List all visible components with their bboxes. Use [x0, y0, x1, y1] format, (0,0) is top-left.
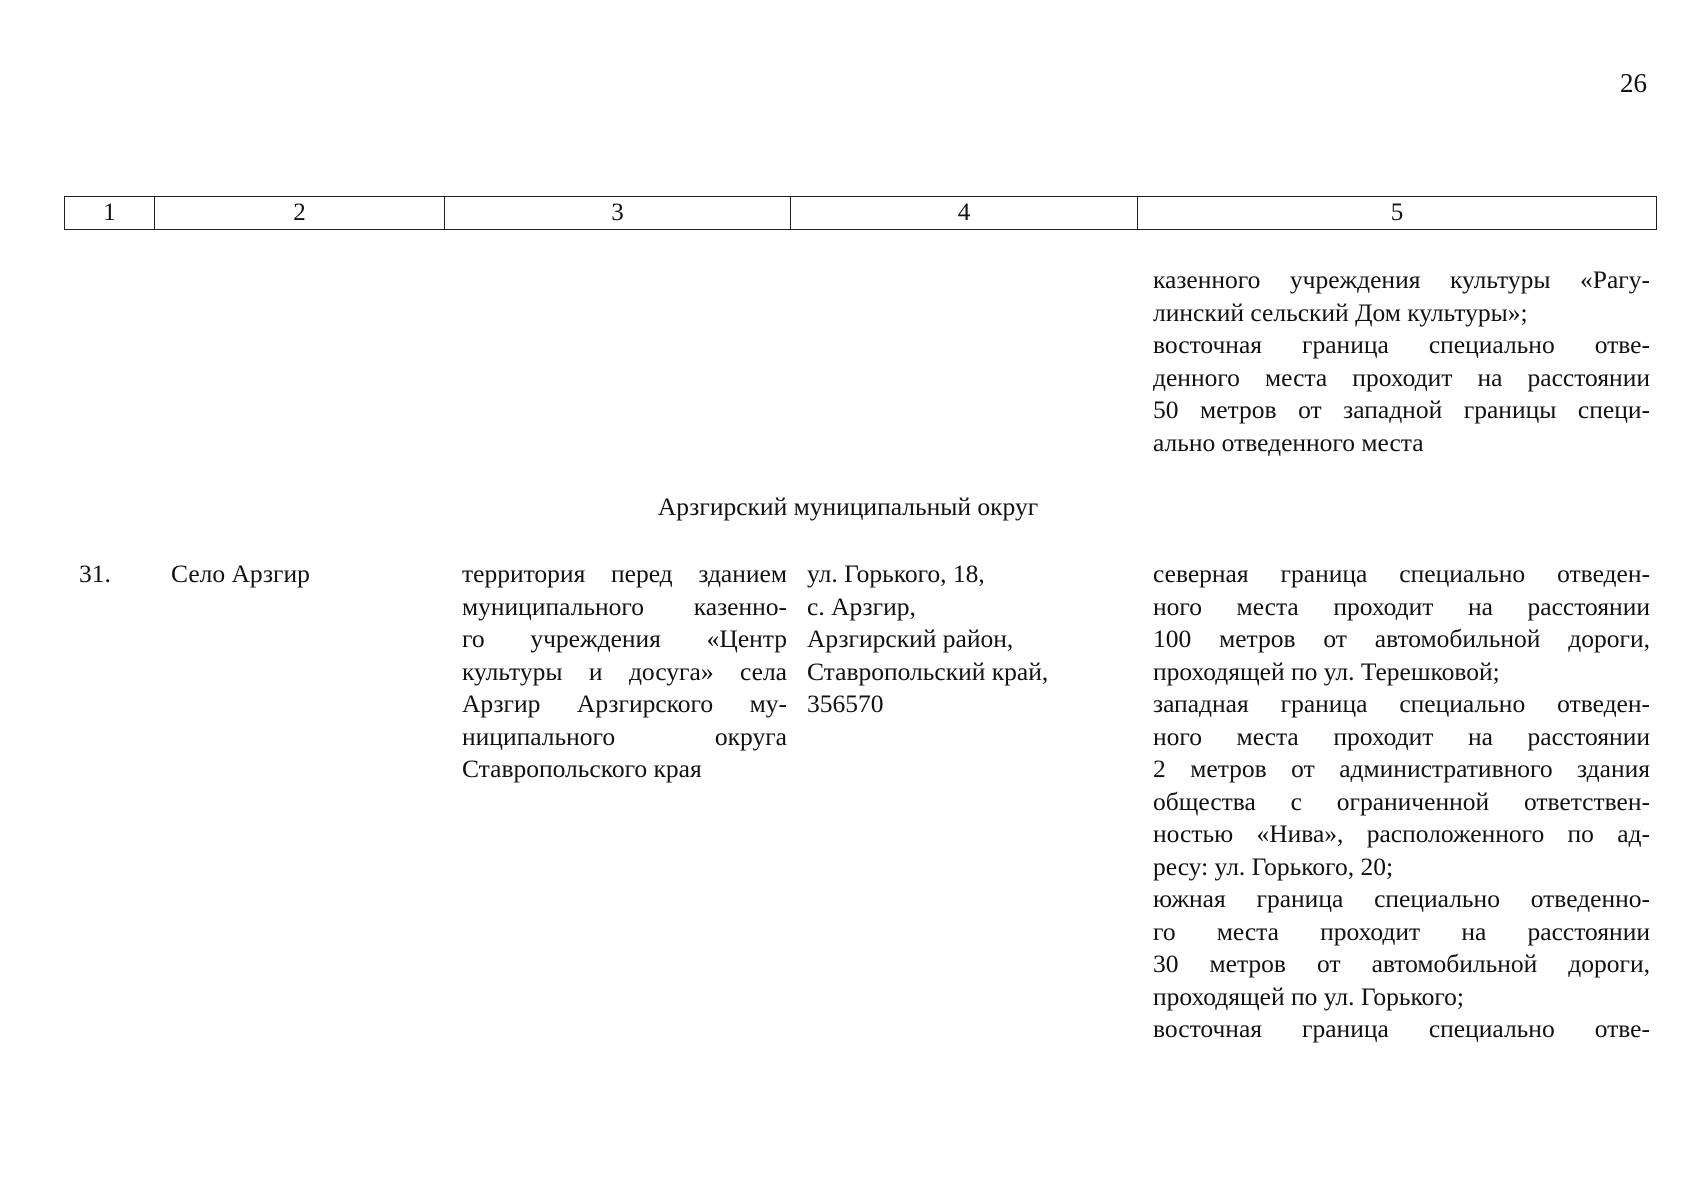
text-line: восточная граница специально отве-: [1153, 330, 1650, 359]
column-number-3: 3: [445, 197, 791, 230]
text-line: проходящей по ул. Терешковой;: [1153, 656, 1500, 686]
text-line: ного места проходит на расстоянии: [1153, 591, 1650, 621]
text-line: проходящей по ул. Горького;: [1153, 981, 1464, 1011]
text-line: 50 метров от западной границы специ-: [1153, 395, 1650, 424]
text-line: 100 метров от автомобильной дороги,: [1153, 624, 1650, 653]
table-header-row: [64, 196, 1657, 230]
text-line: культуры и досуга» села: [462, 656, 787, 686]
text-line: ально отведенного места: [1153, 427, 1424, 457]
text-line: ного места проходит на расстоянии: [1153, 721, 1650, 751]
text-line: линский сельский Дом культуры»;: [1153, 297, 1528, 327]
text-line: ул. Горького, 18,: [807, 559, 985, 588]
text-line: Ставропольского края: [462, 754, 702, 783]
text-line: 2 метров от административного здания: [1153, 754, 1650, 783]
text-line: денного места проходит на расстоянии: [1153, 362, 1650, 392]
text-line: казенного учреждения культуры «Рагу-: [1153, 265, 1650, 294]
column-number-5: 5: [1138, 197, 1657, 230]
text-line: го места проходит на расстоянии: [1153, 916, 1650, 946]
text-line: с. Арзгир,: [807, 591, 916, 621]
page-number: 26: [1620, 68, 1647, 98]
entry-locality: Село Арзгир: [171, 559, 310, 588]
text-line: ресу: ул. Горького, 20;: [1153, 851, 1394, 881]
entry-place-description: [462, 558, 787, 786]
previous-entry-continuation: [1153, 264, 1650, 459]
text-line: Ставропольский край,: [807, 656, 1049, 686]
entry-boundaries-description: [1153, 558, 1650, 1046]
text-line: го учреждения «Центр: [462, 624, 787, 653]
text-line: ностью «Нива», расположенного по ад-: [1153, 819, 1650, 848]
text-line: территория перед зданием: [462, 559, 787, 588]
text-line: 30 метров от автомобильной дороги,: [1153, 949, 1650, 978]
text-line: северная граница специально отведен-: [1153, 559, 1650, 588]
column-number-2: 2: [155, 197, 445, 230]
column-number-1: 1: [65, 197, 155, 230]
column-number-4: 4: [791, 197, 1138, 230]
text-line: ниципального округа: [462, 721, 787, 751]
text-line: муниципального казенно-: [462, 591, 787, 621]
section-title: Арзгирский муниципальный округ: [657, 492, 1039, 521]
entry-number: 31.: [79, 559, 111, 588]
text-line: Арзгирский район,: [807, 624, 1014, 653]
entry-address: [807, 558, 1107, 721]
text-line: западная граница специально отведен-: [1153, 689, 1650, 718]
text-line: восточная граница специально отве-: [1153, 1014, 1650, 1043]
text-line: 356570: [807, 689, 884, 718]
text-line: общества с ограниченной ответствен-: [1153, 786, 1650, 816]
text-line: Арзгир Арзгирского му-: [462, 689, 787, 718]
text-line: южная граница специально отведенно-: [1153, 884, 1650, 913]
